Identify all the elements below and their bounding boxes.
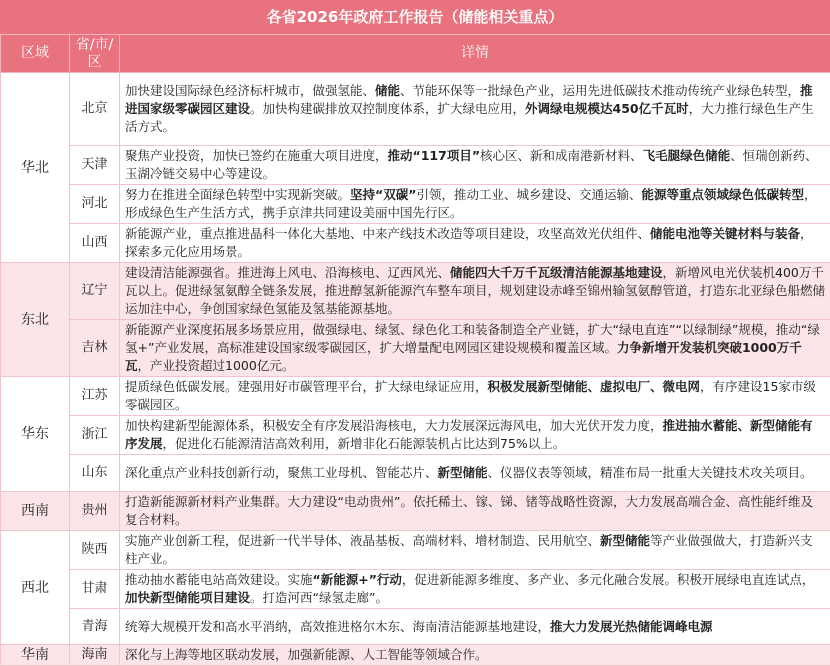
detail-cell [120, 263, 830, 320]
province-cell: 江苏 [70, 377, 120, 416]
page-title: 各省2026年政府工作报告（储能相关重点） [0, 0, 830, 34]
table-row [1, 531, 830, 570]
highlight-text: 加快新型储能项目建设 [125, 590, 250, 605]
table-row [1, 492, 830, 531]
detail-text: 、恒瑞创新药、玉湖冷链交易中心等建设。 [125, 148, 818, 181]
detail-text: ，有序建设15家市级零碳园区。 [125, 379, 816, 412]
highlight-text: 力争新增开发装机突破1000万千瓦 [125, 340, 802, 373]
detail-text: 加快建设国际绿色经济标杆城市，做强氢能、 [125, 83, 375, 98]
detail-text: 引领，推动工业、城乡建设、交通运输、 [416, 187, 641, 202]
detail-cell [120, 455, 830, 492]
table-row [1, 224, 830, 263]
table-row [1, 416, 830, 455]
highlight-text: 推进国家级零碳园区建设 [125, 83, 813, 116]
detail-cell [120, 377, 830, 416]
detail-text: 聚焦产业投资，加快已签约在施重大项目进度， [125, 148, 388, 163]
table-row [1, 609, 830, 645]
detail-text: 深化与上海等地区联动发展，加强新能源、人工智能等领域合作。 [125, 647, 488, 662]
header-province: 省/市/ 区 [70, 35, 120, 73]
detail-text: ，形成绿色生产生活方式，携手京津共同建设美丽中国先行区。 [125, 187, 817, 220]
detail-text: 统筹大规模开发和高水平消纳，高效推进格尔木东、海南清洁能源基地建设， [125, 619, 550, 634]
detail-text: ，新增风电光伏装机400万千瓦以上。促进绿氢氨醇全链条发展，推进醇氢新能源汽车整车项目，规划建设赤峰至锦州输氢氨醇管道，打造东北亚绿色船燃储运加注中心，争创国家绿色氢能及氢基能源基地。 [125, 265, 825, 316]
province-cell: 吉林 [70, 320, 120, 377]
highlight-text: 外调绿电规模达450亿千瓦时 [525, 101, 689, 116]
detail-text: 加快构建新型能源体系，积极安全有序发展沿海核电，大力发展深远海风电，加大光伏开发力度， [125, 418, 663, 433]
detail-text: ，促进新能源多维度、多产业、多元化融合发展。积极开展绿电直连试点， [402, 572, 815, 587]
detail-cell [120, 416, 830, 455]
table-row [1, 320, 830, 377]
table-body [1, 73, 830, 666]
detail-cell [120, 224, 830, 263]
highlight-text: 飞毛腿绿色储能 [643, 148, 731, 163]
detail-cell [120, 492, 830, 531]
highlight-text: 储能 [375, 83, 400, 98]
province-cell: 海南 [70, 645, 120, 666]
detail-cell [120, 645, 830, 666]
header-detail: 详情 [120, 35, 830, 73]
table-row [1, 570, 830, 609]
region-cell: 西南 [1, 492, 70, 531]
detail-cell [120, 320, 830, 377]
highlight-text: 储能电池等关键材料与装备 [650, 226, 800, 241]
detail-text: ，探索多元化应用场景。 [125, 226, 813, 259]
detail-text: 新能源产业深度拓展多场景应用，做强绿电、绿氢、绿色化工和装备制造全产业链，扩大“绿电直连”“以绿制绿”规模，推动“绿氢+”产业发展，高标准建设国家级零碳园区，扩大增量配电网园区建设规模和覆盖区域。 [125, 322, 820, 355]
region-cell: 华南 [1, 645, 70, 666]
highlight-text: 新型储能 [600, 533, 650, 548]
detail-cell [120, 185, 830, 224]
highlight-text: “新能源+”行动 [313, 572, 402, 587]
report-table [0, 34, 830, 666]
detail-text: 核心区、新和成南港新材料、 [480, 148, 643, 163]
detail-text: 努力在推进全面绿色转型中实现新突破。 [125, 187, 350, 202]
region-cell: 东北 [1, 263, 70, 377]
region-cell: 西北 [1, 531, 70, 645]
province-cell: 河北 [70, 185, 120, 224]
detail-text: ，产业投资超过1000亿元。 [138, 358, 295, 373]
province-cell: 辽宁 [70, 263, 120, 320]
table-row [1, 73, 830, 146]
detail-cell [120, 609, 830, 645]
highlight-text: 新型储能 [438, 465, 488, 480]
detail-text: 、仪器仪表等领域，精准布局一批重大关键技术攻关项目。 [488, 465, 813, 480]
detail-text: 。打造河西“绿氢走廊”。 [250, 590, 388, 605]
province-cell: 贵州 [70, 492, 120, 531]
highlight-text: 推进抽水蓄能、新型储能有序发展 [125, 418, 813, 451]
province-cell: 甘肃 [70, 570, 120, 609]
detail-text: 实施产业创新工程，促进新一代半导体、液晶基板、高端材料、增材制造、民用航空、 [125, 533, 600, 548]
province-cell: 山东 [70, 455, 120, 492]
highlight-text: 坚持“双碳” [350, 187, 416, 202]
table-row [1, 263, 830, 320]
highlight-text: 能源等重点领域绿色低碳转型 [641, 187, 804, 202]
province-cell: 山西 [70, 224, 120, 263]
province-cell: 浙江 [70, 416, 120, 455]
detail-cell [120, 73, 830, 146]
detail-text: 建设清洁能源强省。推进海上风电、沿海核电、辽西风光、 [125, 265, 450, 280]
detail-text: 等产业做强做大，打造新兴支柱产业。 [125, 533, 813, 566]
province-cell: 青海 [70, 609, 120, 645]
header-region: 区域 [1, 35, 70, 73]
table-row [1, 377, 830, 416]
detail-text: 推动抽水蓄能电站高效建设。实施 [125, 572, 313, 587]
detail-cell [120, 570, 830, 609]
province-cell: 北京 [70, 73, 120, 146]
detail-cell [120, 531, 830, 570]
table-row [1, 185, 830, 224]
highlight-text: 推动“117项目” [388, 148, 481, 163]
highlight-text: 储能四大千万千瓦级清洁能源基地建设 [450, 265, 663, 280]
table-header-row [1, 35, 830, 73]
table-row [1, 645, 830, 666]
detail-text: 深化重点产业科技创新行动，聚焦工业母机、智能芯片、 [125, 465, 438, 480]
highlight-text: 推大力发展光热储能调峰电源 [550, 619, 713, 634]
detail-text: 新能源产业，重点推进晶科一体化大基地、中来产线技术改造等项目建设，攻坚高效光伏组件、 [125, 226, 650, 241]
detail-text: 打造新能源新材料产业集群。大力建设“电动贵州”。依托稀土、镓、锑、锗等战略性资源，大力发展高端合金、高性能纤维及复合材料。 [125, 494, 813, 527]
table-row [1, 146, 830, 185]
detail-text: ，促进化石能源清洁高效利用，新增非化石能源装机占比达到75%以上。 [163, 436, 566, 451]
table-row [1, 455, 830, 492]
highlight-text: 积极发展新型储能、虚拟电厂、微电网 [488, 379, 701, 394]
region-cell: 华东 [1, 377, 70, 492]
province-cell: 陕西 [70, 531, 120, 570]
detail-cell [120, 146, 830, 185]
region-cell: 华北 [1, 73, 70, 263]
detail-text: 提质绿色低碳发展。建强用好市碳管理平台，扩大绿电绿证应用， [125, 379, 488, 394]
detail-text: 、节能环保等一批绿色产业，运用先进低碳技术推动传统产业绿色转型， [400, 83, 800, 98]
detail-text: ，大力推行绿色生产生活方式。 [125, 101, 814, 134]
province-cell: 天津 [70, 146, 120, 185]
detail-text: 。加快构建碳排放双控制度体系，扩大绿电应用， [250, 101, 525, 116]
